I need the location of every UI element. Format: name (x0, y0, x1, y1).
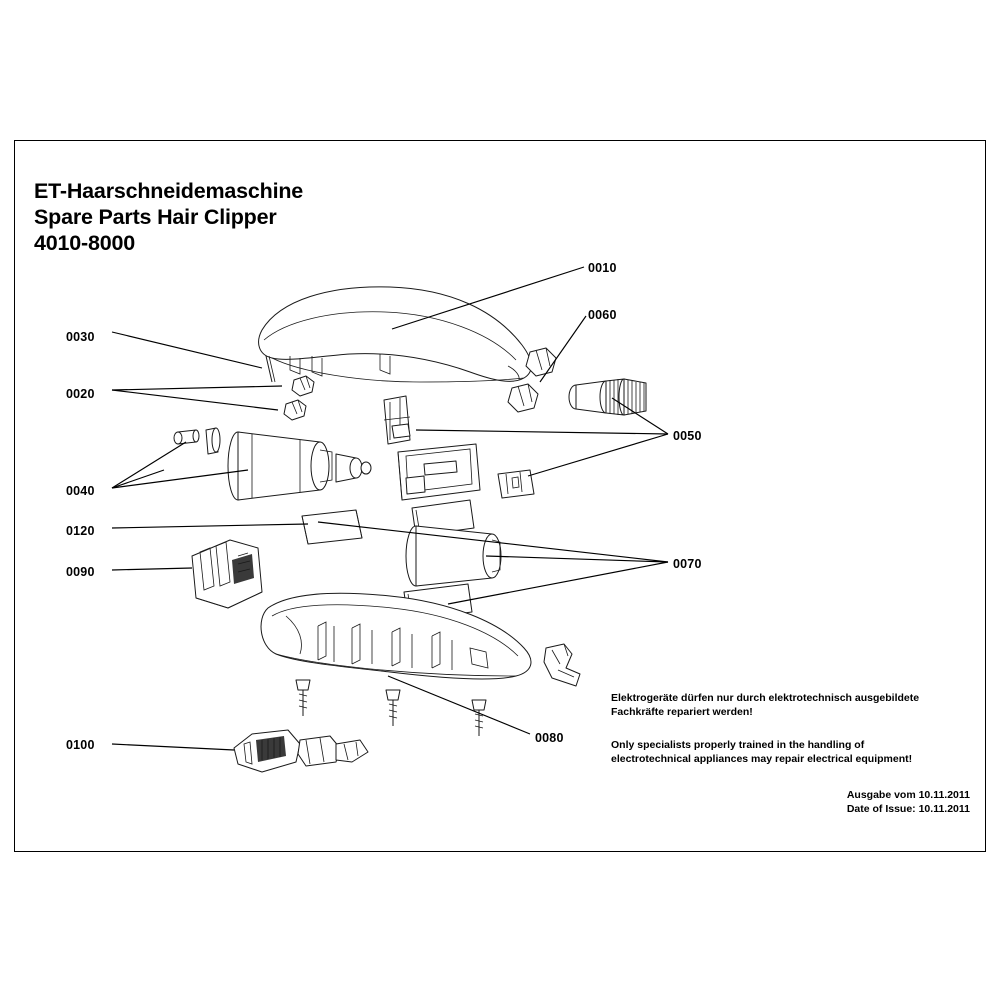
callout-0040: 0040 (66, 484, 95, 498)
title-block (34, 178, 303, 257)
callout-0050: 0050 (673, 429, 702, 443)
callout-0080: 0080 (535, 731, 564, 745)
part-0080-bottom-housing (261, 593, 531, 679)
part-0050-switch-plate (398, 444, 480, 500)
part-0010-top-housing (259, 287, 532, 382)
part-0090-chassis (192, 540, 262, 608)
part-0120-pad (302, 510, 362, 544)
issue-date-block (625, 789, 970, 817)
notice-german (611, 692, 919, 720)
callout-0120: 0120 (66, 524, 95, 538)
notice-german-line-2: Fachkräfte repariert werden! (611, 705, 753, 718)
part-frame-bracket (384, 396, 410, 444)
callout-0060: 0060 (588, 308, 617, 322)
title-line-german: ET-Haarschneidemaschine (34, 179, 304, 203)
part-0020-clips (284, 376, 314, 420)
part-0030-pin (266, 356, 275, 382)
part-screws (296, 680, 486, 736)
part-bottom-clip (544, 644, 580, 686)
title-line-model: 4010-8000 (34, 231, 136, 256)
callout-0100: 0100 (66, 738, 95, 752)
issue-date-german: Ausgabe vom 10.11.2011 (846, 789, 970, 801)
part-0040-motor (174, 428, 371, 500)
part-0100-blade-head (234, 730, 368, 772)
notice-english-line-1: Only specialists properly trained in the handling of (611, 739, 865, 751)
issue-date-english: Date of Issue: 10.11.2011 (846, 802, 970, 815)
callout-0010: 0010 (588, 261, 617, 275)
notice-german-line-1: Elektrogeräte dürfen nur durch elektrotechnisch ausgebildete (611, 692, 920, 704)
notice-english (611, 739, 912, 767)
callout-0020: 0020 (66, 387, 95, 401)
title-line-english: Spare Parts Hair Clipper (34, 205, 277, 230)
notice-english-line-2: electrotechnical appliances may repair electrical equipment! (611, 752, 913, 765)
callout-0070: 0070 (673, 557, 702, 571)
callout-0030: 0030 (66, 330, 95, 344)
callout-0090: 0090 (66, 565, 95, 579)
